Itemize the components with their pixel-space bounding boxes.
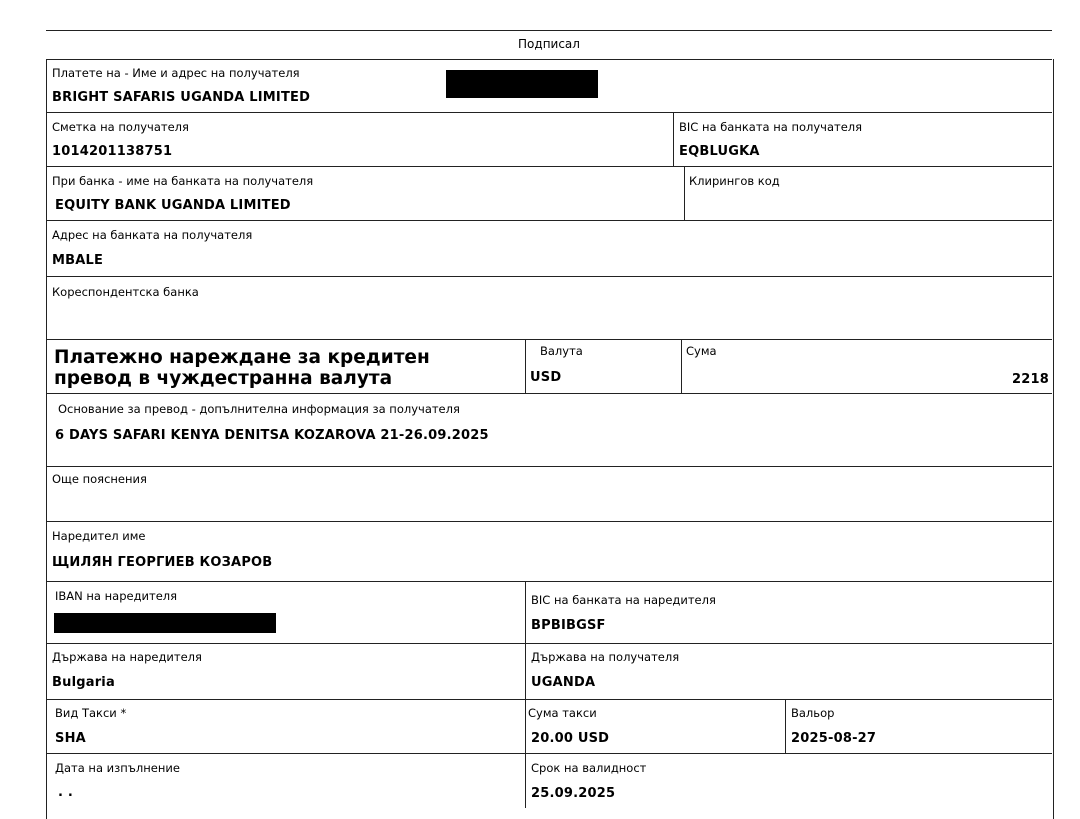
fee-amount: 20.00 USD — [531, 731, 610, 746]
payee-bic: EQBLUGKA — [679, 144, 760, 159]
payee-name-label: Платете на - Име и адрес на получателя — [52, 66, 300, 80]
fee-amount-label: Сума такси — [528, 706, 597, 720]
payee-account-label: Сметка на получателя — [52, 120, 189, 134]
payer-country: Bulgaria — [52, 675, 115, 690]
row-divider — [46, 276, 1052, 277]
payee-country: UGANDA — [531, 675, 596, 690]
redacted-iban — [54, 613, 276, 633]
row-divider — [46, 59, 1052, 60]
fee-type-label: Вид Такси * — [55, 706, 127, 720]
currency: USD — [530, 370, 562, 385]
order-title: Платежно нареждане за кредитен превод в чуждестранна валута — [54, 347, 430, 389]
bank-address: MBALE — [52, 253, 104, 268]
payer-bic-label: BIC на банката на наредителя — [531, 593, 716, 607]
col-divider — [785, 699, 786, 753]
row-divider — [46, 393, 1052, 394]
payee-name: BRIGHT SAFARIS UGANDA LIMITED — [52, 90, 311, 105]
row-divider — [46, 339, 1052, 340]
row-divider — [46, 581, 1052, 582]
amount-label: Сума — [686, 344, 717, 358]
payer-name-label: Наредител име — [52, 529, 146, 543]
signed-label: Подписал — [518, 37, 580, 51]
row-divider — [46, 753, 1052, 754]
notes-label: Още пояснения — [52, 472, 147, 486]
payer-country-label: Държава на наредителя — [52, 650, 202, 664]
clearing-code-label: Клирингов код — [689, 174, 780, 188]
bank-address-label: Адрес на банката на получателя — [52, 228, 253, 242]
row-divider — [46, 220, 1052, 221]
top-rule — [46, 30, 1052, 31]
payee-bank: EQUITY BANK UGANDA LIMITED — [55, 198, 291, 213]
fee-type: SHA — [55, 731, 86, 746]
payee-bank-label: При банка - име на банката на получателя — [52, 174, 314, 188]
row-divider — [46, 112, 1052, 113]
payer-name: ЩИЛЯН ГЕОРГИЕВ КОЗАРОВ — [52, 555, 273, 570]
currency-label: Валута — [540, 344, 583, 358]
row-divider — [46, 166, 1052, 167]
redacted-block — [446, 70, 598, 98]
row-divider — [46, 521, 1052, 522]
exec-date-label: Дата на изпълнение — [55, 761, 180, 775]
col-divider — [681, 339, 682, 393]
row-divider — [46, 643, 1052, 644]
reason: 6 DAYS SAFARI KENYA DENITSA KOZAROVA 21-26.09.2025 — [55, 428, 489, 443]
value-date-label: Вальор — [791, 706, 835, 720]
correspondent-bank-label: Кореспондентска банка — [52, 285, 199, 299]
col-divider — [525, 581, 526, 808]
payer-iban-label: IBAN на наредителя — [55, 589, 178, 603]
payee-country-label: Държава на получателя — [531, 650, 680, 664]
reason-label: Основание за превод - допълнителна информация за получателя — [58, 402, 460, 416]
validity-date: 25.09.2025 — [531, 786, 616, 801]
exec-date: . . — [58, 785, 74, 800]
col-divider — [684, 166, 685, 220]
validity-label: Срок на валидност — [531, 761, 647, 775]
row-divider — [46, 466, 1052, 467]
amount: 2218 — [1012, 372, 1049, 387]
value-date: 2025-08-27 — [791, 731, 877, 746]
payer-bic: BPBIBGSF — [531, 618, 606, 633]
col-divider — [525, 339, 526, 393]
payee-bic-label: BIC на банката на получателя — [679, 120, 863, 134]
payee-account: 1014201138751 — [52, 144, 173, 159]
col-divider — [673, 112, 674, 166]
row-divider — [46, 699, 1052, 700]
